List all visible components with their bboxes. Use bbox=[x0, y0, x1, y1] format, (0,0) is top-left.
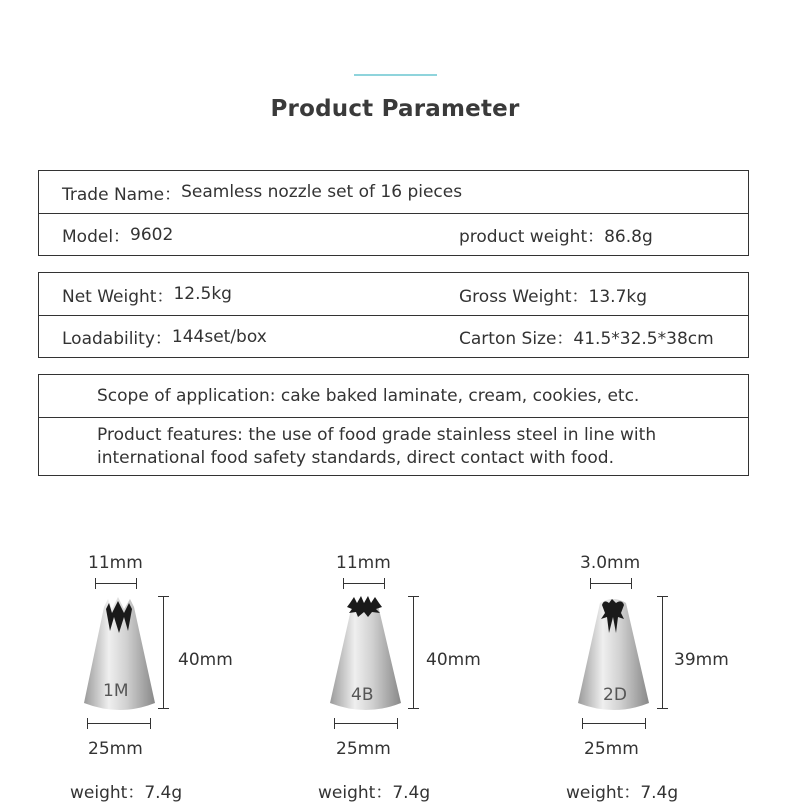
tick bbox=[87, 718, 88, 729]
bottom-dimension-line bbox=[582, 723, 646, 724]
tick bbox=[645, 718, 646, 729]
net-weight-value: 12.5kg bbox=[173, 284, 232, 304]
bottom-width-label: 25mm bbox=[88, 739, 143, 759]
net-weight-label: Net Weight： bbox=[62, 286, 174, 307]
height-dimension-line bbox=[163, 596, 164, 709]
tick bbox=[95, 578, 96, 589]
table-row bbox=[39, 315, 748, 357]
height-label: 39mm bbox=[674, 650, 729, 670]
top-width-label: 11mm bbox=[336, 553, 391, 573]
tick bbox=[397, 718, 398, 729]
gross-weight-label: Gross Weight： bbox=[459, 286, 589, 307]
tip-label: 2D bbox=[603, 685, 627, 705]
bottom-dimension-line bbox=[87, 723, 151, 724]
carton-size-label: Carton Size： bbox=[459, 329, 574, 349]
tick bbox=[150, 718, 151, 729]
params-table-basic bbox=[38, 170, 749, 256]
tick bbox=[657, 596, 668, 597]
table-row bbox=[39, 417, 748, 475]
bottom-dimension-line bbox=[334, 723, 398, 724]
tick bbox=[343, 578, 344, 589]
title-accent-line bbox=[354, 74, 437, 76]
height-label: 40mm bbox=[178, 650, 233, 670]
tick bbox=[631, 578, 632, 589]
height-dimension-line bbox=[662, 596, 663, 709]
tick bbox=[582, 718, 583, 729]
nozzle-1m bbox=[70, 540, 310, 803]
tick bbox=[590, 578, 591, 589]
top-dimension-line bbox=[590, 583, 632, 584]
tick bbox=[158, 708, 169, 709]
weight-label: weight：7.4g bbox=[566, 783, 679, 803]
trade-name-label: Trade Name： bbox=[62, 184, 182, 205]
product-weight-value: 86.8g bbox=[604, 227, 653, 247]
product-weight-label: product weight： bbox=[459, 227, 605, 247]
top-width-label: 3.0mm bbox=[580, 553, 641, 573]
weight-label: weight：7.4g bbox=[70, 783, 183, 803]
tip-label: 1M bbox=[103, 681, 129, 701]
params-table-description bbox=[38, 374, 749, 476]
bottom-width-label: 25mm bbox=[584, 739, 639, 759]
tick bbox=[136, 578, 137, 589]
model-label: Model： bbox=[62, 227, 131, 247]
trade-name-value: Seamless nozzle set of 16 pieces bbox=[181, 182, 463, 202]
top-dimension-line bbox=[95, 583, 137, 584]
height-label: 40mm bbox=[426, 650, 481, 670]
weight-label: weight：7.4g bbox=[318, 783, 431, 803]
tick bbox=[384, 578, 385, 589]
tick bbox=[158, 596, 169, 597]
model-value: 9602 bbox=[130, 224, 174, 245]
tick bbox=[657, 708, 668, 709]
top-width-label: 11mm bbox=[88, 553, 143, 573]
tick bbox=[334, 718, 335, 729]
table-row bbox=[39, 171, 748, 213]
gross-weight bbox=[459, 282, 647, 307]
table-row bbox=[39, 375, 748, 417]
scope-of-application: Scope of application: cake baked laminate, cream, cookies, etc. bbox=[97, 385, 640, 406]
nozzle-2d bbox=[566, 540, 790, 803]
bottom-width-label: 25mm bbox=[336, 739, 391, 759]
tick bbox=[408, 596, 419, 597]
product-features: Product features: the use of food grade stainless steel in line with international food safety standards, direct contact with food. bbox=[97, 424, 657, 468]
page-title: Product Parameter bbox=[270, 96, 520, 122]
params-table-shipping bbox=[38, 272, 749, 358]
tick bbox=[408, 708, 419, 709]
height-dimension-line bbox=[413, 596, 414, 709]
loadability-value: 144set/box bbox=[171, 326, 267, 347]
loadability-label: Loadability： bbox=[62, 329, 172, 349]
table-row bbox=[39, 273, 748, 315]
top-dimension-line bbox=[343, 583, 385, 584]
carton-size-value: 41.5*32.5*38cm bbox=[573, 329, 714, 349]
nozzle-4b bbox=[318, 540, 558, 803]
carton-size bbox=[459, 324, 714, 349]
gross-weight-value: 13.7kg bbox=[588, 286, 648, 307]
tip-label: 4B bbox=[351, 685, 374, 705]
table-row bbox=[39, 213, 748, 255]
product-weight bbox=[459, 222, 653, 247]
